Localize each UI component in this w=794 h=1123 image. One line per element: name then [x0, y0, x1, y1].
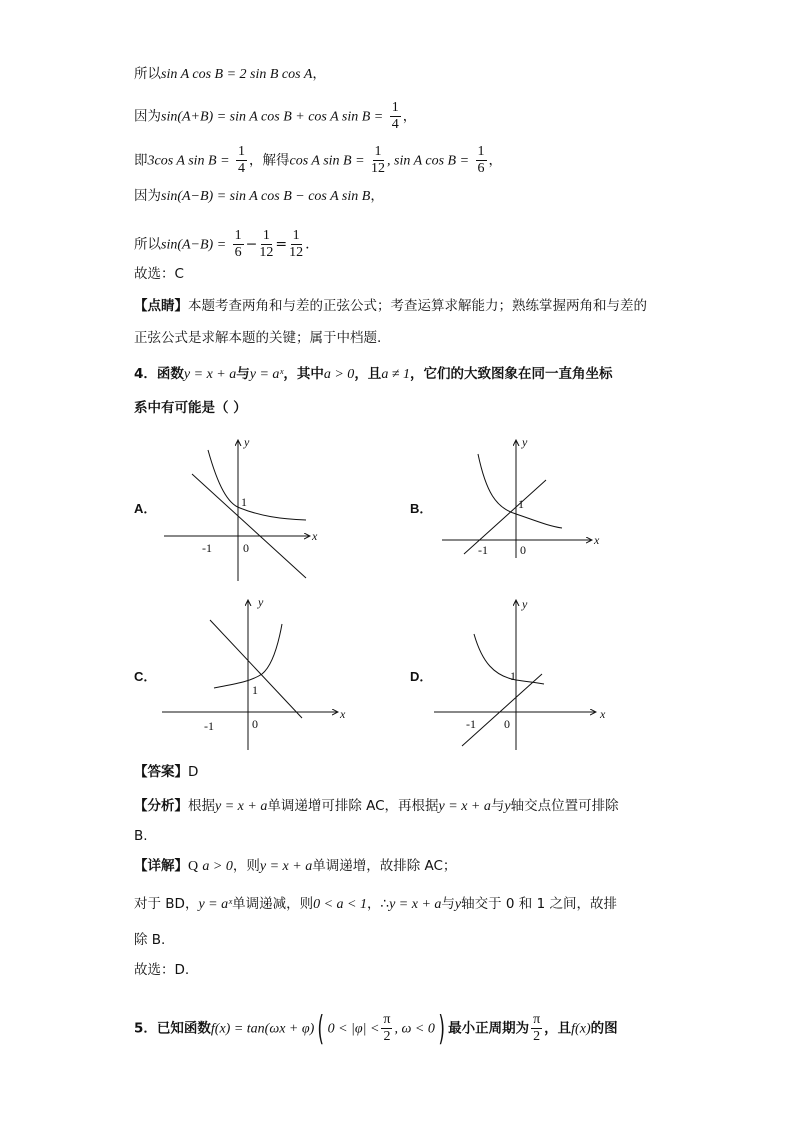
svg-text:x: x: [600, 707, 606, 721]
exp-curve: [208, 450, 306, 520]
sol3-comment-line1: 【点睛】本题考查两角和与差的正弦公式；考查运算求解能力；熟练掌握两角和与差的: [134, 298, 647, 314]
q4-stem-line1: 4．函数y = x + a与y = aˣ，其中a > 0，且a ≠ 1，它们的大致图象在同一直角坐标: [134, 366, 613, 382]
graph-option-a: [160, 436, 330, 582]
svg-text:0: 0: [520, 543, 526, 557]
sol3-line2: 因为sin(A+B) = sin A cos B + cos A sin B = $\frac{1}{4}$ ，: [134, 100, 417, 132]
exp-curve: [474, 634, 544, 684]
svg-text:x: x: [312, 529, 318, 543]
svg-text:1: 1: [518, 497, 524, 511]
sol3-line3: 即3cos A sin B = $\frac{1}{4}$ ，解得cos A sin B = $\frac{1}{12}$ , sin A cos B = $\frac{1}{6}$ ，: [134, 144, 502, 176]
fraction: $\frac{1}{4}$: [391, 100, 399, 132]
exp-curve: [478, 454, 562, 528]
svg-text:y: y: [258, 595, 264, 609]
fraction: $\frac{1}{6}$: [234, 228, 242, 260]
line-graph: [464, 480, 546, 554]
line-graph: [462, 674, 542, 746]
fraction: $\frac{1}{4}$: [238, 144, 245, 176]
svg-text:y: y: [522, 435, 528, 449]
option-d-label[interactable]: D．: [410, 669, 433, 684]
svg-text:0: 0: [243, 541, 249, 555]
svg-text:x: x: [340, 707, 346, 721]
svg-text:y: y: [244, 435, 250, 449]
svg-text:y: y: [522, 597, 528, 611]
sol3-comment-line2: 正弦公式是求解本题的关键；属于中档题.: [134, 330, 382, 346]
option-a-label[interactable]: A．: [134, 501, 157, 516]
fraction: $\frac{\pi}{2}$: [533, 1012, 541, 1044]
svg-text:1: 1: [252, 683, 258, 697]
svg-text:-1: -1: [466, 717, 476, 731]
fraction: $\frac{1}{6}$: [477, 144, 485, 176]
q4-choice: 故选：D.: [134, 962, 190, 978]
svg-text:0: 0: [252, 717, 258, 731]
q4-analysis-line2: B.: [134, 828, 148, 844]
line-graph: [210, 620, 302, 718]
q4-analysis-line1: 【分析】根据y = x + a单调递增可排除 AC，再根据y = x + a与y轴交点位置可排除: [134, 798, 619, 814]
q4-detail-line3: 除 B.: [134, 932, 166, 948]
sol3-choice: 故选：C: [134, 266, 184, 282]
option-b-label[interactable]: B．: [410, 501, 433, 516]
line-graph: [192, 474, 306, 578]
svg-text:x: x: [594, 533, 600, 547]
fraction: $\frac{1}{12}$: [259, 228, 274, 260]
q4-detail-line1: 【详解】Q a > 0，则y = x + a单调递增，故排除 AC；: [134, 858, 457, 874]
svg-text:-1: -1: [478, 543, 488, 557]
svg-text:0: 0: [504, 717, 510, 731]
graph-option-c: [160, 596, 350, 752]
option-c-label[interactable]: C．: [134, 669, 157, 684]
q4-answer: 【答案】D: [134, 764, 199, 780]
q4-detail-line2: 对于 BD，y = aˣ单调递减，则0 < a < 1，∴y = x + a与y轴交于 0 和 1 之间，故排: [134, 896, 617, 912]
q5-stem-line1: 5．已知函数f(x) = tan(ωx + φ)( 0 < |φ| < $\frac{\pi}{2}$ , ω < 0) 最小正周期为 $\frac{\pi}{2}$ ，且f(x)的图: [134, 1008, 618, 1049]
svg-text:-1: -1: [204, 719, 214, 733]
fraction: $\frac{1}{12}$: [371, 144, 385, 176]
sol3-line5: 所以sin(A−B) = $\frac{1}{6}$ − $\frac{1}{12}$ = $\frac{1}{12}$ .: [134, 228, 310, 260]
q4-stem-line2: 系中有可能是（ ）: [134, 400, 247, 416]
fraction: $\frac{\pi}{2}$: [383, 1012, 391, 1044]
graph-option-b: [438, 436, 608, 582]
fraction: $\frac{1}{12}$: [289, 228, 304, 260]
sol3-line1: 所以sin A cos B = 2 sin B cos A，: [134, 66, 326, 82]
graph-option-d: [432, 596, 612, 752]
sol3-line4: 因为sin(A−B) = sin A cos B − cos A sin B，: [134, 188, 384, 204]
svg-text:1: 1: [241, 495, 247, 509]
svg-text:1: 1: [510, 669, 516, 683]
svg-text:-1: -1: [202, 541, 212, 555]
